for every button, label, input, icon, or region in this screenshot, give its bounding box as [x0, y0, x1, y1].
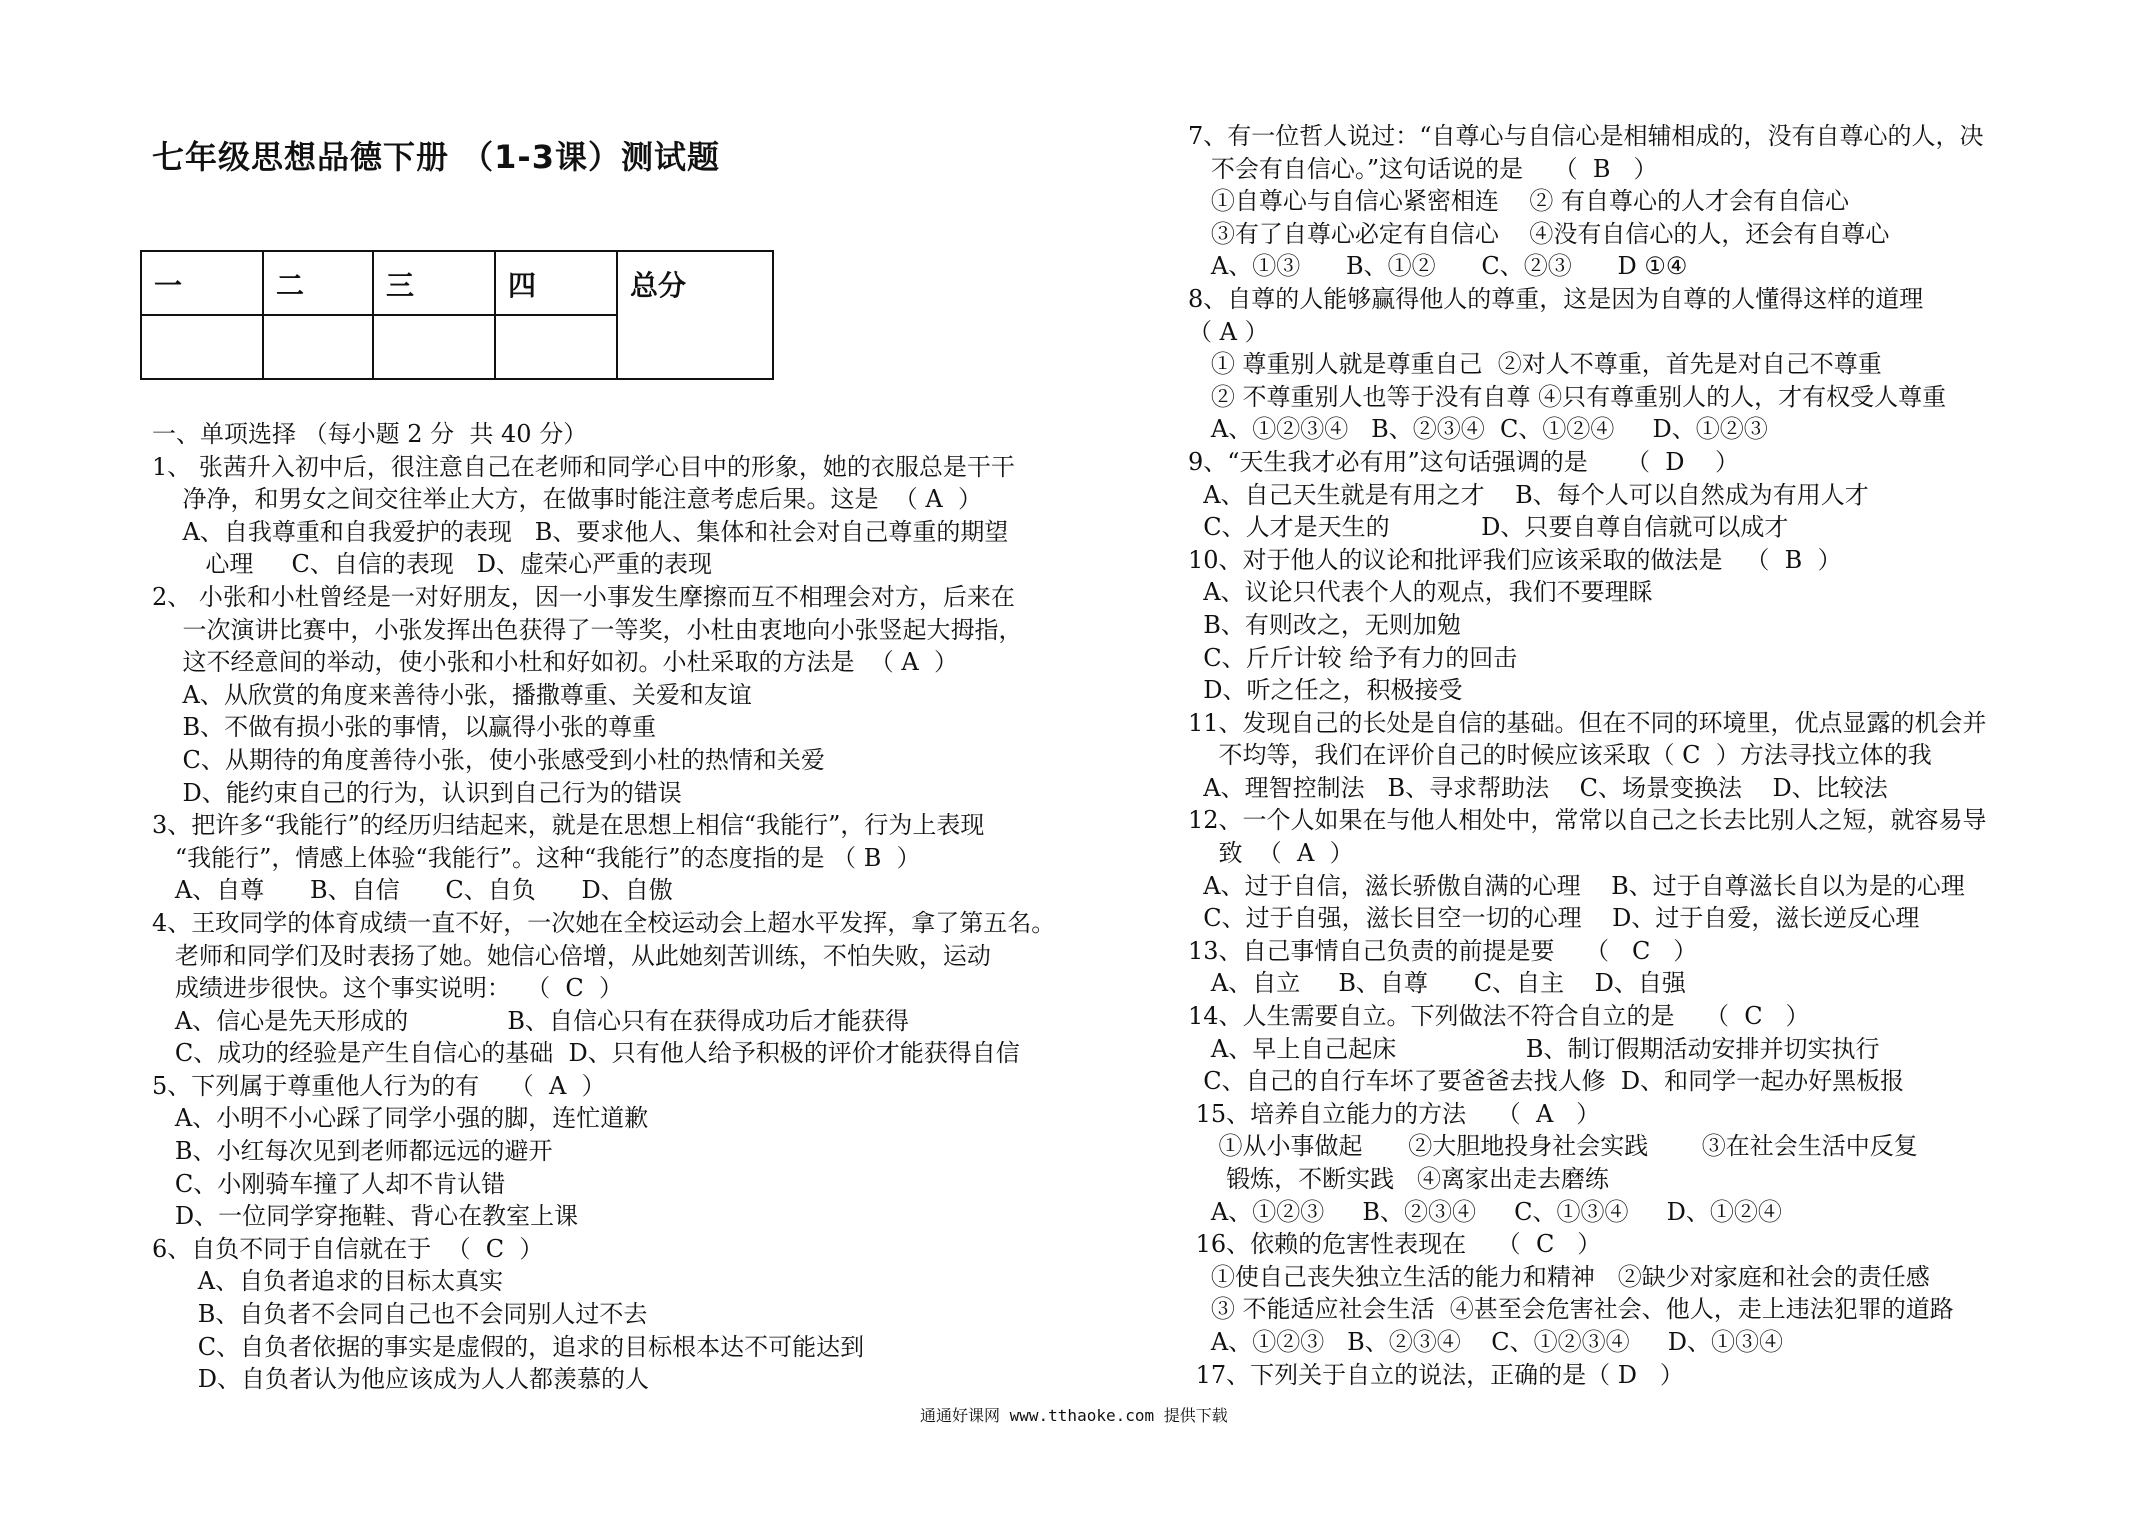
score-cell: [495, 315, 617, 379]
question-line: C、成功的经验是产生自信心的基础 D、只有他人给予积极的评价才能获得自信: [152, 1039, 1020, 1068]
question-line: B、自负者不会同自己也不会同别人过不去: [152, 1300, 648, 1329]
question-line: A、信心是先天形成的 B、自信心只有在获得成功后才能获得: [152, 1006, 910, 1035]
question-line: 致 （ A ）: [1188, 839, 1354, 868]
question-line: 9、“天生我才必有用”这句话强调的是 （ D ）: [1188, 447, 1739, 476]
question-line: A、①②③ B、②③④ C、①②③④ D、①③④: [1188, 1327, 1784, 1356]
question-line: 这不经意间的举动，使小张和小杜和好如初。小杜采取的方法是 （ A ）: [152, 648, 958, 677]
left-column: [152, 418, 1055, 1396]
question-line: 16、依赖的危害性表现在 （ C ）: [1188, 1230, 1602, 1259]
question-line: B、小红每次见到老师都远远的避开: [152, 1137, 553, 1166]
question-line: 一次演讲比赛中，小张发挥出色获得了一等奖，小杜由衷地向小张竖起大拇指，: [152, 615, 1023, 644]
question-line: 6、自负不同于自信就在于 （ C ）: [152, 1234, 544, 1263]
score-header: 一: [141, 251, 263, 315]
question-line: （ A ）: [1188, 317, 1269, 346]
question-line: D、听之任之，积极接受: [1188, 676, 1463, 705]
question-line: ①自尊心与自信心紧密相连 ② 有自尊心的人才会有自信心: [1188, 187, 1850, 216]
score-header: 四: [495, 251, 617, 315]
question-line: C、过于自强，滋长目空一切的心理 D、过于自爱，滋长逆反心理: [1188, 904, 1920, 933]
score-cell: [141, 315, 263, 379]
question-line: A、自尊 B、自信 C、自负 D、自傲: [152, 876, 673, 905]
question-line: 不会有自信心。”这句话说的是 （ B ）: [1188, 154, 1658, 183]
question-line: A、自己天生就是有用之才 B、每个人可以自然成为有用人才: [1188, 480, 1869, 509]
question-line: A、自负者追求的目标太真实: [152, 1267, 504, 1296]
score-header: 二: [263, 251, 373, 315]
question-line: ①使自己丧失独立生活的能力和精神 ②缺少对家庭和社会的责任感: [1188, 1262, 1930, 1291]
question-line: 锻炼，不断实践 ④离家出走去磨练: [1188, 1165, 1610, 1193]
question-line: 11、发现自己的长处是自信的基础。但在不同的环境里，优点显露的机会并: [1188, 708, 1987, 737]
question-line: 成绩进步很快。这个事实说明： （ C ）: [152, 974, 624, 1003]
question-line: 一、单项选择 （每小题 2 分 共 40 分）: [152, 420, 588, 448]
score-cell: [373, 315, 495, 379]
question-line: 老师和同学们及时表扬了她。她信心倍增，从此她刻苦训练，不怕失败，运动: [152, 941, 991, 970]
question-line: A、①②③ B、②③④ C、①③④ D、①②④: [1188, 1197, 1782, 1226]
question-line: A、①②③④ B、②③④ C、①②④ D、①②③: [1188, 415, 1768, 444]
question-line: C、人才是天生的 D、只要自尊自信就可以成才: [1188, 513, 1789, 542]
score-header-row: [141, 251, 773, 315]
question-line: A、自立 B、自尊 C、自主 D、自强: [1188, 969, 1686, 998]
question-line: 17、下列关于自立的说法，正确的是（ D ）: [1188, 1360, 1684, 1389]
question-line: A、小明不小心踩了同学小强的脚，连忙道歉: [152, 1104, 649, 1133]
question-line: ① 尊重别人就是尊重自己 ②对人不尊重，首先是对自己不尊重: [1188, 350, 1882, 379]
question-line: ③ 不能适应社会生活 ④甚至会危害社会、他人，走上违法犯罪的道路: [1188, 1295, 1954, 1324]
question-line: D、一位同学穿拖鞋、背心在教室上课: [152, 1202, 579, 1231]
score-header: 三: [373, 251, 495, 315]
question-line: “我能行”，情感上体验“我能行”。这种“我能行”的态度指的是 （ B ）: [152, 843, 921, 872]
question-line: C、自己的自行车坏了要爸爸去找人修 D、和同学一起办好黑板报: [1188, 1067, 1905, 1096]
question-line: 心理 C、自信的表现 D、虚荣心严重的表现: [152, 550, 713, 579]
question-line: ①从小事做起 ②大胆地投身社会实践 ③在社会生活中反复: [1188, 1132, 1918, 1161]
question-line: D、能约束自己的行为，认识到自己行为的错误: [152, 778, 682, 807]
question-line: A、早上自己起床 B、制订假期活动安排并切实执行: [1188, 1034, 1880, 1063]
question-line: D、自负者认为他应该成为人人都羡慕的人: [152, 1365, 650, 1394]
question-line: ③有了自尊心必定有自信心 ④没有自信心的人，还会有自尊心: [1188, 219, 1890, 248]
question-line: 7、有一位哲人说过：“自尊心与自信心是相辅相成的，没有自尊心的人，决: [1188, 122, 1984, 150]
question-line: 13、自己事情自己负责的前提是要 （ C ）: [1188, 936, 1698, 965]
question-line: ② 不尊重别人也等于没有自尊 ④只有尊重别人的人，才有权受人尊重: [1188, 382, 1947, 411]
question-line: 12、一个人如果在与他人相处中，常常以自己之长去比别人之短，就容易导: [1188, 806, 1987, 835]
question-line: 2、 小张和小杜曾经是一对好朋友，因一小事发生摩擦而互不相理会对方，后来在: [152, 582, 1015, 611]
question-line: C、小刚骑车撞了人却不肯认错: [152, 1169, 506, 1198]
page-title: 七年级思想品德下册 （1-3课）测试题: [152, 138, 720, 176]
question-line: 8、自尊的人能够赢得他人的尊重，这是因为自尊的人懂得这样的道理: [1188, 284, 1924, 313]
score-cell: [263, 315, 373, 379]
question-line: 10、对于他人的议论和批评我们应该采取的做法是 （ B ）: [1188, 545, 1842, 574]
question-line: C、从期待的角度善待小张，使小张感受到小杜的热情和关爱: [152, 745, 825, 774]
question-line: A、过于自信，滋长骄傲自满的心理 B、过于自尊滋长自以为是的心理: [1188, 871, 1965, 900]
question-line: 14、人生需要自立。下列做法不符合自立的是 （ C ）: [1188, 1002, 1810, 1031]
question-line: A、自我尊重和自我爱护的表现 B、要求他人、集体和社会对自己尊重的期望: [152, 517, 1009, 546]
question-line: 4、王玫同学的体育成绩一直不好，一次她在全校运动会上超水平发挥，拿了第五名。: [152, 908, 1056, 937]
question-line: C、自负者依据的事实是虚假的，追求的目标根本达不可能达到: [152, 1332, 865, 1361]
footer-note: 通通好课网 www.tthaoke.com 提供下载: [920, 1406, 1228, 1425]
question-line: 5、下列属于尊重他人行为的有 （ A ）: [152, 1071, 606, 1100]
question-line: 净净，和男女之间交往举止大方，在做事时能注意考虑后果。这是 （ A ）: [152, 485, 982, 514]
question-line: 15、培养自立能力的方法 （ A ）: [1188, 1099, 1601, 1128]
question-line: A、理智控制法 B、寻求帮助法 C、场景变换法 D、比较法: [1188, 773, 1888, 802]
question-line: A、从欣赏的角度来善待小张，播撒尊重、关爱和友谊: [152, 680, 752, 709]
question-line: 3、把许多“我能行”的经历归结起来，就是在思想上相信“我能行”，行为上表现: [152, 811, 985, 840]
score-table: [140, 250, 774, 380]
question-line: C、斤斤计较 给予有力的回击: [1188, 643, 1518, 672]
question-line: A、议论只代表个人的观点，我们不要理睬: [1188, 578, 1653, 607]
right-column: [1188, 120, 1987, 1391]
question-line: A、①③ B、①② C、②③ D ①④: [1188, 252, 1688, 281]
question-line: 1、 张茜升入初中后，很注意自己在老师和同学心目中的形象，她的衣服总是干干: [152, 452, 1015, 481]
question-line: 不均等，我们在评价自己的时候应该采取（ C ）方法寻找立体的我: [1188, 741, 1932, 770]
question-line: B、不做有损小张的事情，以赢得小张的尊重: [152, 713, 657, 742]
score-header-total: 总分: [617, 251, 773, 379]
question-line: B、有则改之，无则加勉: [1188, 610, 1461, 639]
